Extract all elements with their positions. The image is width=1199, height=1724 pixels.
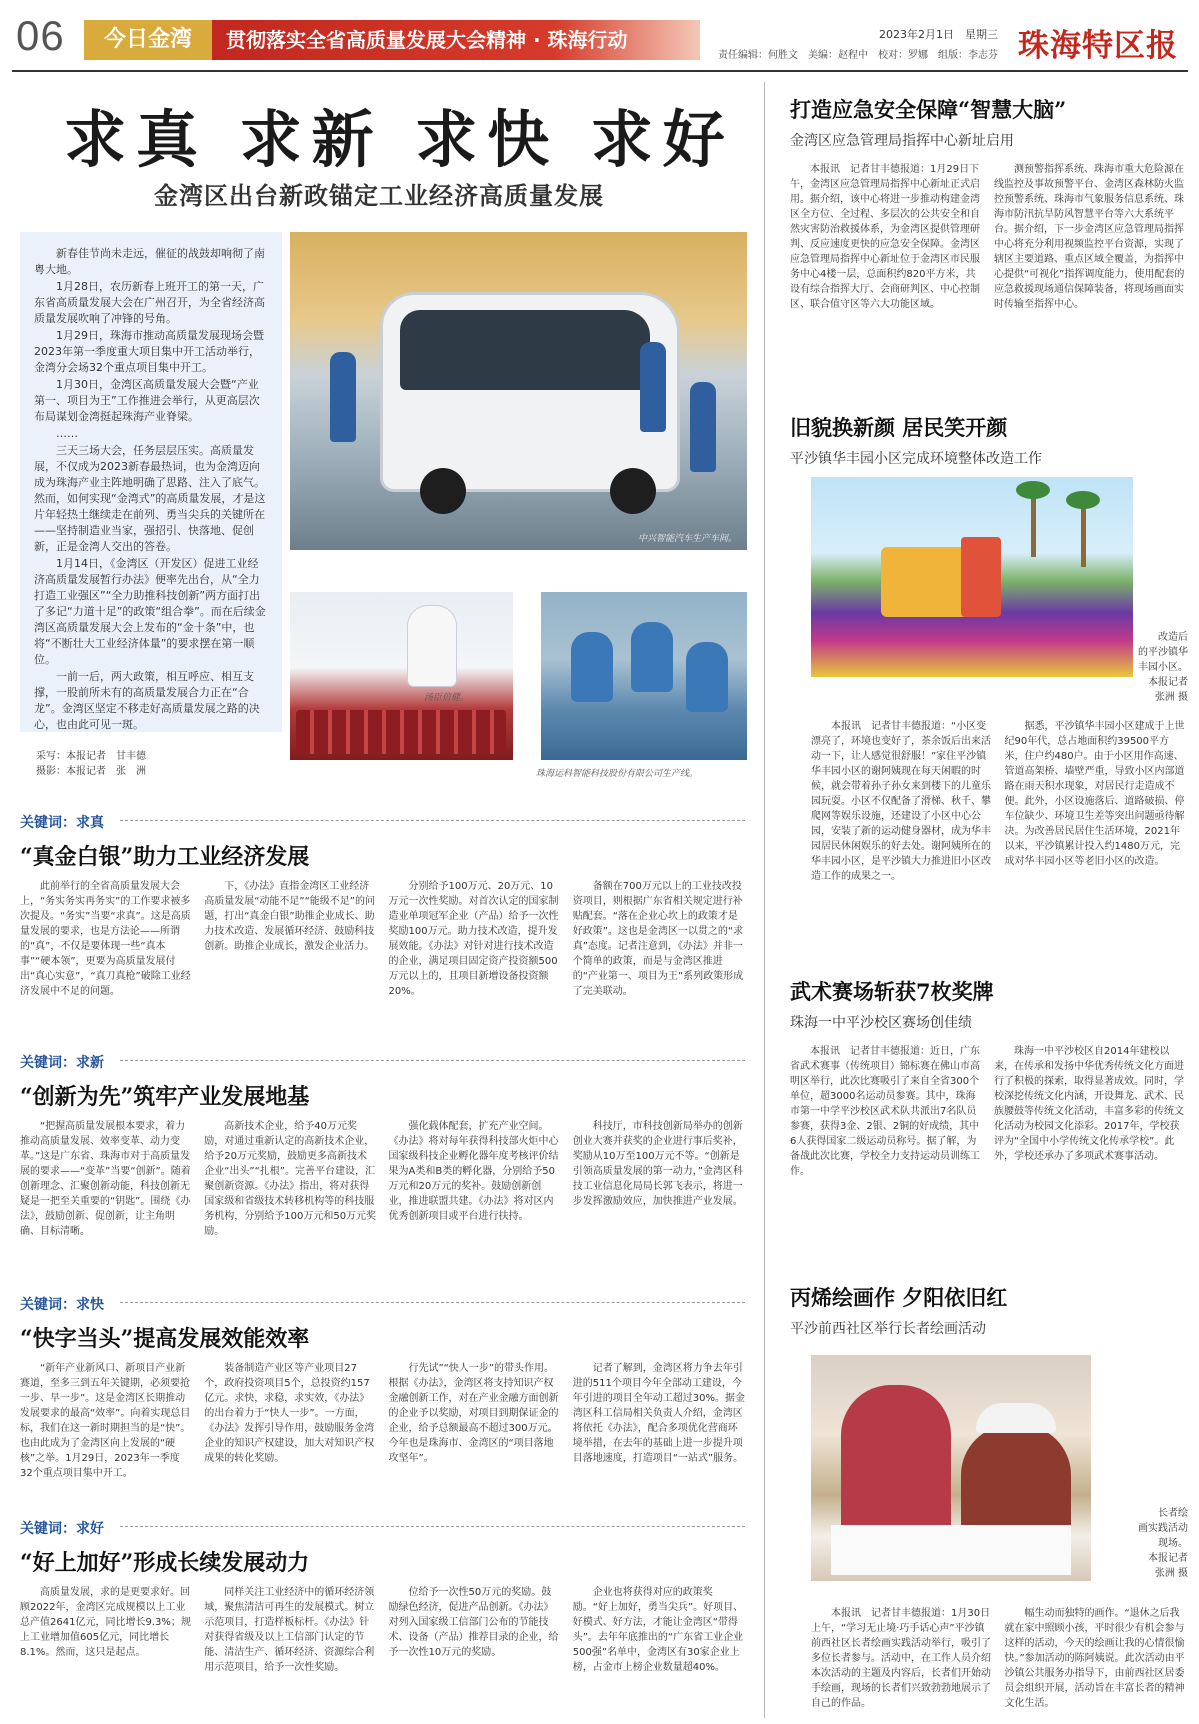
body-column: 记者了解到，金湾区将力争去年引进的511个项目今年全部动工建设，今年引进的项目全年动工超过30%。据金湾区科工信局相关负责人介绍，金湾区将依托《办法》，配合多项优化营商环境举措，在去年的基础上进一步提升项目落地速度，打造项目“一站式”服务。 — [572, 1363, 745, 1464]
story-elder-painting — [790, 1282, 1186, 1338]
factory-worker-figure — [571, 632, 613, 702]
story-subtitle: 珠海一中平沙校区赛场创佳绩 — [790, 1015, 972, 1031]
intro-paragraph: 一前一后，两大政策，相互呼应、相互支撑，一股前所未有的高质量发展合力正在“合龙”。金湾区坚定不移走好高质量发展之路的决心，也由此可见一斑。 — [34, 670, 260, 731]
byline-photographer: 摄影：本报记者 张 洲 — [36, 766, 146, 777]
story-body — [811, 1606, 1186, 1724]
section-title: “快字当头”提高发展效能效率 — [20, 1326, 310, 1352]
person-figure — [841, 1385, 951, 1545]
photo-playground — [811, 477, 1133, 677]
photo-factory-line — [541, 592, 747, 760]
caption-line: 画实践活动 — [1138, 1523, 1188, 1534]
section-keyword: 关键词：求好 — [20, 1521, 104, 1537]
body-column: “把握高质量发展根本要求，着力推动高质量发展、效率变革、动力变革。”这是广东省、珠海市对于高质量发展的要求——“变革”当要“创新”。随着创新理念、汇聚创新动能，科技创新无疑是一把至关重要的“钥匙”。围绕《办法》，鼓励创新、促创新，让主角明确、目标清晰。 — [20, 1121, 191, 1237]
section-keyword: 关键词：求新 — [20, 1055, 104, 1071]
story-title: 打造应急安全保障“智慧大脑” — [790, 97, 1067, 122]
story-huafeng-renovation — [790, 412, 1186, 468]
story-emergency-center — [790, 94, 1186, 388]
lab-worker-figure — [408, 606, 456, 686]
section-title: “好上加好”形成长续发展动力 — [20, 1550, 310, 1576]
photo-elder-painting — [811, 1355, 1091, 1581]
section-keyword: 关键词：求真 — [20, 815, 104, 831]
caption-line: 本报记者 — [1148, 677, 1188, 688]
lead-headline: 求真 求新 求快 求好 — [64, 103, 735, 176]
intro-paragraph: 1月29日，珠海市推动高质量发展现场会暨2023年第一季度重大项目集中开工活动举行，金湾分会场32个重点项目集中开工。 — [34, 329, 264, 374]
intro-paragraph: …… — [56, 427, 78, 440]
page-number: 06 — [16, 12, 65, 59]
intro-paragraph: 1月30日，金湾区高质量发展大会暨“产业第一、项目为王”工作推进会举行，从更高层次布局谋划金湾挺起珠海产业脊梁。 — [34, 378, 260, 423]
editors-credit: 责任编辑：何胜文 美编：赵程中 校对：罗娜 组版：李志芬 — [718, 50, 998, 61]
photo-caption-lab: 汤臣倍健。 — [424, 693, 470, 703]
worker-figure — [330, 352, 356, 442]
body-column: 据悉，平沙镇华丰园小区建成于上世纪90年代，总占地面积约39500平方米，住户约480户。由于小区用作高速、管道高架桥、墙壁严重，导致小区内部道路在雨天积水现象，对居民行走造成不便。此外，小区设施落后、道路破损、停车位缺少、环境卫生差等突出问题亟待解决。为改善居民居住生活环境，2021年以来，平沙镇累计投入约1480万元，完成对华丰园小区等老旧小区的改造。 — [1004, 721, 1185, 867]
lead-subhead: 金湾区出台新政锚定工业经济高质量发展 — [154, 182, 604, 210]
keyword-divider — [120, 1302, 745, 1303]
bus-wheel — [610, 468, 656, 514]
photo-caption-playground — [1138, 630, 1188, 705]
lead-intro-box — [20, 232, 282, 732]
section-qiuhao — [20, 1518, 745, 1719]
column-divider — [764, 82, 765, 1718]
body-column: 此前举行的全省高质量发展大会上，“务实务实再务实”的工作要求被多次提及。“务实”当要“求真”。这是高质量发展的要求，也是方法论——所谓的“真”，不仅是要体现一些“真本事”“硬本领”，更要为高质量发展付出“真心实意”，“真刀真枪”破除工业经济发展中不足的问题。 — [20, 881, 191, 997]
body-column: 科技厅，市科技创新局举办的创新创业大赛并获奖的企业进行事后奖补，奖励从10万至100万元不等。“创新是引领高质量发展的第一动力，”金湾区科技工业信息化局局长郭飞表示，将进一步发挥激励效应，加快推进产业发展。 — [572, 1121, 743, 1207]
caption-line: 的平沙镇华 — [1138, 647, 1188, 658]
masthead — [0, 0, 1199, 74]
factory-worker-figure — [686, 642, 728, 712]
section-qiuxin — [20, 1052, 745, 1317]
caption-line: 张洲 摄 — [1154, 1568, 1188, 1579]
body-column: 本报讯 记者甘丰德报道：“小区变漂亮了，环境也变好了，茶余饭后出来活动一下，让人感觉很舒服！”家住平沙镇华丰园小区的谢阿姨现在每天闲暇的时候，就会带着孙子孙女来到楼下的儿童乐园玩耍。小区不仅配备了滑梯、秋千、攀爬网等娱乐设施，还建设了小区中心公园，安装了新的运动健身器材，成为华丰园居民休闲娱乐的好去处。谢阿姨所在的华丰园小区，是平沙镇大力推进旧小区改造工作的成果之一。 — [811, 721, 991, 882]
caption-line: 本报记者 — [1148, 1553, 1188, 1564]
section-keyword: 关键词：求快 — [20, 1297, 104, 1313]
worker-figure — [640, 342, 666, 432]
issue-date: 2023年2月1日 星期三 — [879, 28, 998, 41]
banner-headline: 贯彻落实全省高质量发展大会精神 · 珠海行动 — [212, 20, 700, 60]
section-qiukuai — [20, 1294, 745, 1497]
worker-figure — [690, 382, 716, 472]
palm-tree — [1066, 491, 1100, 509]
top-divider — [12, 70, 1188, 72]
photo-caption-factory: 珠海运科智能科技股份有限公司生产线。 — [536, 769, 699, 779]
body-column: “新年产业新风口、新项目产业新赛道，至多三到五年关键期，必须要抢一步、早一步”。这是金湾区长期推动发展要求的最高“效率”。向着实现总目标，我们在这一新时期担当的是“快”。也由此成为了金湾区向上发展的“硬核”之举。1月29日，2023年一季度32个重点项目集中开工。 — [20, 1363, 191, 1479]
bus-windshield — [400, 310, 650, 390]
caption-line: 长者绘 — [1158, 1508, 1188, 1519]
body-column: 位给予一次性50万元的奖励。鼓励绿色经济，促进产品创新。《办法》对列入国家级工信部门公布的节能技术、设备（产品）推荐目录的企业，给予一次性10万元的奖励。 — [388, 1587, 559, 1658]
photo-caption-painting — [1138, 1506, 1188, 1581]
painting-table — [831, 1525, 1071, 1575]
slide-tower — [961, 537, 1001, 617]
body-column: 备额在700万元以上的工业技改投资项目，则根据广东省相关规定进行补贴配套。“落在企业心坎上的政策才是好政策”。这也是金湾区一以贯之的“求真”态度。记者注意到，《办法》并非一个简单的政策，而是与金湾区推进的“产业第一、项目为王”系列政策形成了完美联动。 — [572, 881, 744, 997]
factory-worker-figure — [631, 622, 673, 692]
body-column: 同样关注工业经济中的循环经济领域，聚焦清洁可再生的发展模式。树立示范项目，打造样板标杆。《办法》针对获得省级及以上工信部门认定的节能、清洁生产、循环经济、资源综合利用示范项目，给予一次性奖励。 — [204, 1587, 375, 1673]
body-column: 测预警指挥系统、珠海市重大危险源在线监控及事故预警平台、金湾区森林防火监控预警系统、珠海市气象服务信息系统、珠海市防汛抗旱防风智慧平台等六大系统平台。据介绍，下一步金湾区应急管理局指挥中心将充分利用视频监控平台资源，实现了辖区主要道路、重点区域全覆盖，为指挥中心提供“可视化”指挥调度能力，使用配套的应急救援现场通信保障装备，将现场画面实时传输至指挥中心。 — [994, 164, 1185, 310]
palm-tree — [1016, 481, 1050, 499]
body-column: 装备制造产业区等产业项目27个，政府投资项目5个，总投资约157亿元。求快，求稳，求实效，《办法》的出台着力于“快人一步”。一方面，《办法》发挥引导作用，鼓励服务金湾企业的知识产权建设，加大对知识产权成果的转化奖励。 — [204, 1363, 375, 1464]
body-column: 幅生动而独特的画作。“退休之后我就在家中照顾小孩，平时很少有机会参与这样的活动，今天的绘画让我的心情很愉快。”参加活动的陈阿姨说。此次活动由平沙镇公共服务办指导下，由前西社区居委员会组织开展，活动旨在丰富长者的精神文化生活。 — [1004, 1608, 1185, 1709]
newspaper-logo: 珠海特区报 — [1018, 28, 1178, 64]
body-column: 珠海一中平沙校区自2014年建校以来，在传承和发扬中华优秀传统文化方面进行了积极的探索，取得显著成效。同时，学校深挖传统文化内涵，开设舞龙、武术、民族腰鼓等传统文化活动，丰富多彩的传统文化活动为校园文化添彩。2017年，学校获评为“全国中小学传统文化传承学校”。此外，学校还承办了多项武术赛事活动。 — [994, 1046, 1184, 1162]
caption-line: 现场。 — [1158, 1538, 1188, 1549]
keyword-divider — [120, 1526, 745, 1527]
intro-paragraph: 1月28日，农历新春上班开工的第一天，广东省高质量发展大会在广州召开，为全省经济高质量发展吹响了冲锋的号角。 — [34, 280, 265, 325]
story-subtitle: 平沙镇华丰园小区完成环境整体改造工作 — [790, 451, 1042, 467]
body-column: 行先试”“快人一步”的带头作用。根据《办法》，金湾区将支持知识产权金融创新工作，对在产业金融方面创新的企业予以奖励，对项目到期保证金的企业，给予总额最高不超过300万元。今年也是珠海市、金湾区的“项目落地攻坚年”。 — [388, 1363, 559, 1464]
photo-bus-factory — [290, 232, 747, 550]
lead-byline — [36, 749, 146, 779]
section-title: “真金白银”助力工业经济发展 — [20, 844, 310, 870]
section-qiuzhen — [20, 812, 745, 1017]
body-column: 本报讯 记者甘丰德报道：1月30日上午，“学习无止境·巧手话心声”平沙镇前西社区长者绘画实践活动举行，吸引了多位长者参与。活动中，在工作人员介绍本次活动的主题及内容后，长者们开始动手绘画，现场的长者们兴致勃勃地展示了自己的作品。 — [811, 1608, 991, 1709]
section-tag: 今日金湾 — [84, 20, 212, 60]
section-title: “创新为先”筑牢产业发展地基 — [20, 1084, 310, 1110]
body-column: 高质量发展，求的是更要求好。回顾2022年，金湾区完成规模以上工业总产值2641亿元，同比增长9.3%；规上工业增加值605亿元，同比增长8.1%。然而，这只是起点。 — [20, 1587, 191, 1658]
bus-wheel — [420, 468, 466, 514]
caption-line: 丰园小区。 — [1138, 662, 1188, 673]
story-subtitle: 金湾区应急管理局指挥中心新址启用 — [790, 133, 1014, 149]
story-title: 丙烯绘画作 夕阳依旧红 — [790, 1285, 1008, 1310]
byline-writer: 采写：本报记者 甘丰德 — [36, 751, 146, 762]
caption-line: 张洲 摄 — [1154, 692, 1188, 703]
keyword-divider — [120, 1060, 745, 1061]
body-column: 本报讯 记者甘丰德报道：1月29日下午，金湾区应急管理局指挥中心新址正式启用。据介绍，该中心将进一步推动构建金湾区全方位、全过程、多层次的公共安全和自然灾害防治救援体系，为金湾区提供管理研判、反应速度更快的应急安全保障。金湾区应急管理局指挥中心新址位于金湾区市民服务中心4楼一层，总面积约820平方米，共设有综合指挥大厅、会商研判区、中心控制区、联合值守区等六大功能区域。 — [790, 164, 980, 310]
body-column: 高新技术企业，给予40万元奖励，对通过重新认定的高新技术企业，给予20万元奖励，鼓励更多高新技术企业“出头”“扎根”。完善平台建设，汇聚创新资源。《办法》指出，将对获得国家级和省级技术转移机构等的科技服务机构，分别给予100万元和50万元奖励。 — [204, 1121, 377, 1237]
bottle-row — [296, 710, 506, 754]
story-title: 武术赛场斩获7枚奖牌 — [790, 979, 994, 1004]
body-column: 本报讯 记者甘丰德报道：近日，广东省武术赛事（传统项目）锦标赛在佛山市高明区举行，此次比赛吸引了来自全省300个单位，超3000名运动员参赛。其中，珠海市第一中学平沙校区武术队共派出7名队员参赛，获得3金、2银、2铜的好成绩，其中6人获得国家二级运动员称号。据了解，为备战此次比赛，学校全力支持运动员训练工作。 — [790, 1046, 980, 1177]
body-column: 分别给予100万元、20万元、10万元一次性奖励。对首次认定的国家制造业单项冠军企业（产品）给予一次性奖励100万元。助力技术改造，提升发展效能。《办法》对针对进行技术改造的企业，满足项目固定资产投资额500万元以上的，且项目新增设备投资额20%。 — [388, 881, 559, 997]
photo-lab — [290, 592, 513, 760]
body-column: 强化载体配套，扩充产业空间。《办法》将对每年获得科技部火炬中心国家级科技企业孵化器年度考核评价结果为A类和B类的孵化器，分别给予50万元和20万元的奖补。鼓励创新创业，推进联盟共建。《办法》将对区内优秀创新项目或平台进行扶持。 — [388, 1121, 559, 1222]
body-column: 企业也将获得对应的政策奖励。“好上加好，勇当尖兵”。好项目、好模式、好方法，才能让金湾区“带得头”。去年年底推出的“广东省工业企业500强”名单中，金湾区有30家企业上榜，占金市上榜企业数量超40%。 — [572, 1587, 744, 1673]
story-subtitle: 平沙前西社区举行长者绘画活动 — [790, 1321, 986, 1337]
sun-hat — [976, 1403, 1056, 1433]
caption-line: 改造后 — [1158, 632, 1188, 643]
body-column: 下，《办法》直指金湾区工业经济高质量发展“动能不足”“能级不足”的问题，打出“真金白银”助推企业成长、助力技术改造、发展循环经济、鼓励科技创新。助推企业成长，激发企业活力。 — [204, 881, 375, 952]
intro-paragraph: 新春佳节尚未走远，催征的战鼓却响彻了南粤大地。 — [34, 247, 265, 276]
story-wushu-medals — [790, 976, 1186, 1240]
story-body — [811, 719, 1186, 979]
story-title: 旧貌换新颜 居民笑开颜 — [790, 415, 1008, 440]
keyword-divider — [120, 820, 745, 821]
photo-caption-bus: 中兴智能汽车生产车间。 — [637, 534, 737, 544]
intro-paragraph: 三天三场大会，任务层层压实。高质量发展，不仅成为2023新春最热词，也为金湾迈向成为珠海产业主阵地明确了思路、注入了底气。然而，如何实现“金湾式”的高质量发展，才是这片年轻热土继续走在前列、勇当尖兵的关键所在——坚持制造业当家，强招引、快落地、促创新，正是金湾人交出的答卷。 — [34, 444, 266, 553]
intro-paragraph: 1月14日，《金湾区（开发区）促进工业经济高质量发展暂行办法》便率先出台，从“全力打造工业强区”“全力助推科技创新”两方面打出了多记“力道十足”的政策“组合拳”。而在后续金湾区高质量发展大会上发布的“金十条”中，也将“不断壮大工业经济体量”的要求摆在第一顺位。 — [34, 557, 266, 666]
